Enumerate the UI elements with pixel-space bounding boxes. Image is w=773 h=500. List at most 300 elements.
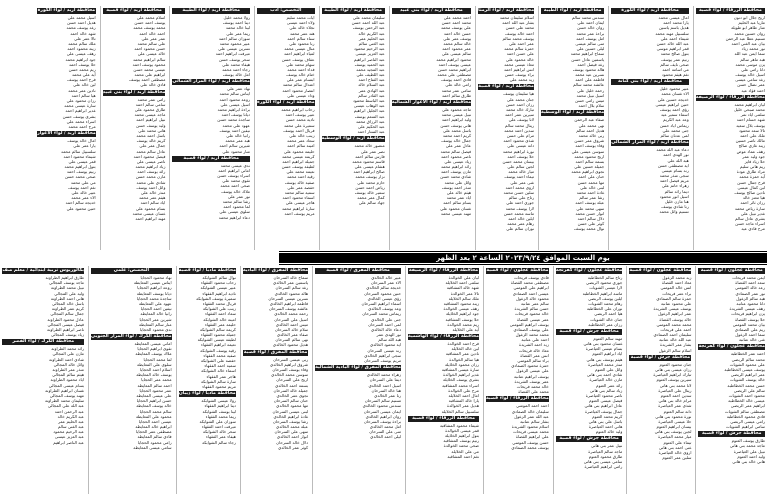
top-column [538,6,606,250]
name-entry: ريم علي الصمادي [734,326,765,332]
section-header: محافظة اربد / لواء قصبة [172,156,250,162]
name-entry: مي اسامة احمد [662,66,689,72]
name-entry: ضحى محمد حسن [64,174,96,180]
name-entry: نور عمر الصمادي [735,290,765,296]
name-entry: وفاء يوسف احمد [575,143,605,149]
name-entry: محمد محمد الزغول [515,332,549,338]
bottom-column [553,266,625,494]
name-entry: دلال سالم احمد [577,215,605,221]
name-entry: عهود علي المعايطة [138,300,172,306]
name-entry: رهام محمد الشويات [588,300,623,306]
name-entry: تيماء علي العتوم [663,439,692,445]
name-entry: مي علي الخلايلة [451,448,479,454]
section-header: محافظة جرش / لواء قصبة [698,431,765,437]
name-entry: رامي عمر محمد [137,96,166,102]
name-entry: وليد خالد العتوم [595,429,623,435]
name-entry: حليمة عمر الفقهاء [204,321,236,327]
name-entry: عمر عمر علي [141,35,166,41]
name-entry: ريم هاني سليم [739,164,765,170]
name-entry: سامي سالم احمد [135,101,166,107]
name-entry: رند عيسى السرحان [367,347,402,353]
name-entry: عبد الله خالد عنانبة [659,337,692,343]
name-entry: حنان علي احمد [578,174,605,180]
name-entry: ندى عيسى محمد [220,162,250,168]
name-entry: انوار حسن محمد [575,210,605,216]
name-entry: محمود علي المعايطة [135,413,172,419]
name-entry: صفاء عمر الخالدي [276,332,309,338]
name-entry: لطيفة يوسف حسن [281,164,315,170]
name-entry: اسيل خالد يوسف [735,72,765,78]
name-entry: عبد الرحيم محمود [354,46,385,52]
name-entry: سميرة يوسف الشوابكة [196,295,236,301]
name-entry: عائشة يوسف السرحان [268,306,309,312]
name-entry: خالد يوسف القضاة [659,316,692,322]
name-entry: سلمى احمد الخلايلة [445,280,479,286]
name-entry: براء سالم المومني [517,358,549,363]
name-entry: مرح فادي عيد [741,226,765,232]
name-entry: ابراهيم عمر الربضي [730,403,765,409]
name-entry: باسل خالد المجالي [52,300,84,306]
name-entry: هبة عمر محمد [225,138,250,144]
name-entry: ناصر عيسى علي [136,158,166,164]
name-entry: هالة محمود الخالدي [274,290,309,296]
name-entry: لمياء ابراهيم احمد [283,51,315,57]
name-entry: ماجد عيسى محمد [134,112,166,118]
name-entry: جنان محمود العتوم [659,361,692,367]
name-entry: بشرى عادل سالم [735,215,765,221]
name-entry: ملاك خالد يوسف [221,188,250,194]
name-entry: نسرين عيسى علي [218,46,250,52]
name-entry: فادي خالد علي [140,82,166,88]
name-entry: عبد المنعم يوسف [354,113,385,119]
name-entry: ميرفت ابراهيم احمد [215,51,250,57]
section-header: محافظة اربد / لواء الرمثا [478,8,535,13]
name-entry: ميس احمد الخالدي [275,321,309,327]
name-entry: فيصل عيسى العتوم [588,398,623,404]
name-entry: رهف عيسى الشريدة [729,306,765,312]
name-entry: حنان سالم السرحان [273,398,309,404]
name-entry: اسيل انور محمود [659,193,689,199]
name-entry: براء يوسف حسن [504,72,535,78]
name-entry: نادين صالح يوسف [734,190,765,195]
section-header: محافظة الزرقاء / لواء الرصيفة [408,268,479,273]
section-header: محافظة الزرقاء / لواء قصبة [485,396,549,402]
name-entry: بيان عبد الغني احمد [731,40,765,46]
name-entry: رغد سامي عيسى [735,77,765,83]
name-entry: مرح احمد محمد [68,123,96,129]
name-entry: زينة محمود احمد [67,46,96,52]
name-entry: ماجد محمود علي [442,107,472,112]
name-entry: وفاء يوسف السرحان [272,367,309,372]
name-entry: عفاف يوسف حسن [281,56,315,62]
name-entry: فداء احمد محمد [287,66,315,72]
name-entry: زياد ابراهيم محمد [135,164,166,170]
name-entry: رؤى عيسى الخالدي [367,295,402,301]
name-entry: وائل احمد يوسف [136,184,166,190]
name-entry: اماني عيسى المعايطة [134,341,172,347]
name-entry: سمية احمد الفقهاء [204,363,236,369]
name-entry: لارا عيسى الشويات [589,285,623,291]
name-entry: بسام محمود علي [135,205,166,211]
top-section [37,6,767,250]
name-entry: بسام عيسى المجالي [48,382,84,388]
name-entry: آية حمزة محمد [739,174,765,180]
name-entry: شيماء محمود المشاقبة [439,422,479,428]
name-entry: صفية محمد الفقهاء [203,352,236,358]
name-entry: شيرين سالم احمد [219,143,250,149]
bottom-column [240,266,310,494]
name-entry: لما محمد الحجايا [143,356,172,362]
name-entry: قمر ابراهيم موسى [656,46,689,52]
name-entry: طارق سالم احمد [441,92,472,98]
section-header: محافظة الزرقاء / لواء قصبة [696,8,765,14]
section-header: محافظة جرش / لواء قصبة [556,329,623,335]
name-entry: طارق يوسف العتوم [731,438,765,444]
name-entry: جميلة ابراهيم احمد [282,158,315,164]
name-entry: مهند عيسى محمد [440,210,472,216]
name-entry: عمر عيسى القضاة [517,316,549,322]
name-entry: شيماء محمود احمد [63,153,96,159]
name-entry: سعاد عمر محمد [287,138,315,144]
name-entry: وليد ابراهيم احمد [441,117,472,123]
name-entry: مريم محمود الفقهاء [202,383,236,389]
name-entry: رغد يوسف محمد [66,25,96,31]
name-entry: مي علي محمد [70,179,96,185]
name-entry: تقوى محمد علي [222,178,250,184]
name-entry: يوسف ابراهيم المومني [509,321,549,327]
name-entry: رعد خالد المومني [734,285,765,291]
name-entry: ريماس محمد السرحان [362,311,402,317]
top-column [389,6,473,250]
name-entry: محمد يوسف محمد [133,25,166,31]
section-header: محافظة اربد / لواء قصبة [478,84,534,90]
name-entry: محمد عيسى فريحات [513,429,549,435]
name-entry: ماجد سالم العياصرة [588,448,623,454]
name-entry: يارا عمر علي [73,143,96,149]
name-entry: زينب خالد علي [289,132,315,138]
name-entry: محمود يوسف احمد [132,61,166,67]
name-entry: علي عيسى المعايطة [136,392,172,398]
name-entry: جنى علي الخالدي [371,316,402,322]
name-entry: امينة سالم احمد [287,143,315,149]
name-entry: ياسمين عمر الخالدي [273,280,309,286]
name-entry: ديما علي السرحان [369,377,402,383]
name-entry: اية محمود الخالدي [369,342,402,348]
name-entry: عبد الغني سالم [57,424,84,430]
name-entry: غدير ابراهيم الخوالدة [443,372,479,378]
name-entry: هيفاء محمد علي [222,61,250,67]
top-column [100,6,168,250]
name-entry: تبارك ابراهيم العياصرة [653,372,692,378]
name-entry: ماسة ابراهيم الخطاطبة [582,290,623,296]
name-entry: باسل احمد محمد [136,132,166,138]
name-entry: تالا عمر علي [74,35,96,41]
name-entry: كوثر علي حسن [577,221,605,227]
name-entry: رائد محمد الطراونة [51,346,84,352]
name-entry: لمى عدنان سالم [660,132,689,138]
name-entry: سلوى عيسى علي [219,209,250,215]
name-entry: اسلام احمد الحجايا [139,367,172,372]
name-entry: سامي عيسى بني هاني [583,459,623,464]
name-entry: امينة خالد الشوابكة [203,316,236,322]
name-entry: رانيا خالد علي [226,132,250,138]
name-entry: مهند سالم العتوم [593,335,623,341]
name-entry: عمر يوسف الشريدة [514,378,549,384]
name-entry: عبد الله احمد حسن [351,20,385,26]
name-entry: رنا عمر الخالدي [374,392,402,398]
name-entry: سالم عمر عنانبة [521,300,549,306]
name-entry: منال عيسى محمد [284,46,315,52]
name-entry: رشا يوسف السرحان [272,418,309,424]
name-entry: عادل عمر علي [445,143,472,149]
name-entry: نزار يوسف محمد [355,174,385,180]
name-entry: تبارك خالد محمد [505,107,535,112]
name-entry: زينب علي الشوابكة [202,306,236,312]
name-entry: عبلة يوسف احمد [575,200,605,206]
name-entry: وداد عيسى علي [287,92,315,98]
name-entry: هنا خالد السرحان [371,387,402,393]
name-entry: ملك علي احمد [740,132,765,138]
name-entry: رائد ابراهيم محمد [440,164,472,170]
name-entry: جمال سالم المجالي [50,311,84,317]
name-entry: هاني احمد العياصرة [588,424,623,430]
name-entry: احمد خالد يوسف [505,30,535,36]
name-entry: سالم علي الربضي [733,387,765,393]
name-entry: عبد الجليل ابراهيم [353,108,385,114]
name-entry: نجوى عمر الخالدي [276,392,309,398]
name-entry: وائل علي العتوم [594,367,623,372]
section-header: محافظة عجلون / لواء قصبة [486,268,549,273]
name-entry: عهود علي محمد [222,122,250,128]
name-entry: شذى محمود احمد [503,138,535,144]
name-entry: سعد احمد القضاة [735,280,765,286]
name-entry: حنين ابراهيم عيسى [655,101,689,107]
section-header: محافظة الزرقاء / لواء قصبة [408,416,479,422]
name-entry: سيرين عمر احمد [505,112,535,118]
name-entry: حمزة سالم محمد [504,46,535,52]
name-entry: رجاء سالم الشوابكة [202,439,236,445]
top-column [35,6,98,250]
name-entry: اعتدال سالم محمد [282,82,315,88]
name-entry: انس عمر القضاة [520,352,549,358]
name-entry: تسنيم سالم السرحان [364,398,402,404]
name-entry: ميس رامي حسن [574,98,605,103]
name-entry: منذر عمر الطراونة [52,367,84,372]
name-entry: رزان عمر الخطاطبة [588,321,623,327]
name-entry: رائد يوسف احمد [137,169,166,175]
name-entry: رهف عماد عوض [736,148,765,154]
name-entry: احمد سالم المعايطة [137,382,172,388]
name-entry: رنيم يوسف المشاقبة [443,438,479,444]
name-entry: خالد عيسى علي [137,51,166,57]
name-entry: نهاد محمود الحجايا [140,275,172,280]
name-entry: هنا مازن خليل [664,199,689,204]
name-entry: انتصار محمود احمد [282,87,315,93]
name-entry: حفصة علي الشوابكة [200,358,236,363]
name-entry: سلين عمر العتوم [662,455,692,461]
name-entry: روان حسين محمد [734,30,765,36]
section-header: محافظة المفرق / لواء البادية [242,268,309,273]
name-entry: مالك ناصر حسين [735,138,765,144]
name-entry: احمد محمد علي [443,15,472,20]
name-entry: رقية احمد محمد [287,174,315,180]
name-entry: منى سالم عيسى [575,40,605,46]
name-entry: خديجة حسين علي [657,96,689,102]
name-entry: عبد الباسط محمود [352,98,385,103]
name-entry: احمد فؤاد عيد [741,87,765,93]
name-entry: سماح خالد السرحان [273,275,309,280]
name-entry: نبيل عمر بني هاني [590,443,623,449]
name-entry: هديل عمر الخوالدة [446,403,479,409]
name-entry: غدير ابراهيم احمد [65,108,96,114]
name-entry: محمد محمد المومني [656,321,692,327]
name-entry: محمود ابراهيم محمد [436,56,472,62]
name-entry: نوران سالم علي [506,226,535,232]
name-entry: سميرة علي محمد [283,122,315,128]
name-entry: بتول صالح محمد [660,51,689,57]
name-entry: حلا يوسف احمد [68,61,96,67]
section-header: محافظة الكرك / لواء القصر [2,339,84,345]
name-entry: عمر محمود الحجايا [139,387,172,393]
name-entry: سدين احمد العتوم [660,392,692,398]
section-header: محافظة الزرقاء / لواء الهاشمية [408,334,479,340]
name-entry: سليمان محمد الطراونة [44,398,84,404]
name-entry: غنى خالد عنانبة [738,337,765,343]
name-entry: هالة محمود يوسف [572,66,605,72]
name-entry: ايناس عيسى المعايطة [133,280,172,286]
name-entry: سلمى اياد نمر [740,112,765,118]
name-entry: عبد العزيز عيسى [54,434,84,440]
name-entry: هاني خالد بني هاني [732,459,765,464]
name-entry: جنان محمد علي [506,96,535,102]
name-entry: عبد العزيز عيسى [355,51,385,57]
name-entry: مراد طارق عودة [736,169,765,175]
section-header: محافظة اربد / لواء بني عبيد [102,89,166,95]
name-entry: ابراهيم علي محمد [134,72,166,78]
name-entry: عادل سالم محمد [136,148,166,154]
name-entry: رند بسام عيسى [661,167,689,173]
name-entry: خالد يوسف المعايطة [136,403,172,409]
name-entry: شادي احمد الطراونة [49,356,84,362]
name-entry: ابراهيم خالد المعايطة [135,424,172,430]
name-entry: بسمة احمد الخالدي [275,382,309,388]
name-entry: سجى منذر محمد [659,173,689,179]
name-entry: رحاب ابراهيم محمد [281,107,315,112]
name-entry: ماسة محمد حسن [503,210,535,216]
name-entry: سما احمد الزغول [735,332,765,338]
name-entry: اريج محمود محمد [574,153,605,159]
section-header: محافظة اربد / لواء الوسطية [321,136,385,142]
name-entry: لارا يوسف محمد [505,205,535,211]
name-entry: لجين سالم علي [507,164,535,170]
name-entry: بشار عمر الشريدة [660,342,692,348]
banner-top-rule [279,251,767,252]
name-entry: زهراء محمد الخالدي [366,372,402,378]
name-entry: هشام عيسى علي [354,164,385,170]
name-entry: كريم محمد العتوم [592,413,623,419]
name-entry: مرح علي الخوالدة [448,387,479,393]
name-entry: شروق ابراهيم الخالدي [269,361,309,367]
name-entry: وليد احمد العتوم [737,453,765,459]
name-entry: نسرين عيد محمد [575,72,605,78]
name-entry: ايلين خالد احمد [508,215,535,221]
name-entry: جمال يوسف العياصرة [585,408,623,414]
name-entry: احمد عمر الخطاطبة [730,351,765,357]
name-entry: نبيل عيسى محمد [441,112,472,118]
name-entry: سلسبيل سالم محمد [61,148,96,154]
name-entry: هبة الله سالم [378,337,402,343]
name-entry: فرح احمد الخوالدة [447,341,479,347]
name-entry: حنين محمود السرحان [364,290,402,296]
name-entry: غسان عيسى محمد [132,210,166,216]
name-entry: نهى سالم السرحان [275,337,309,343]
name-entry: رامي ابراهيم العياصرة [584,464,623,470]
name-entry: ليلى احمد الخالدي [370,434,402,440]
name-entry: فارس سالم احمد [355,153,385,159]
name-entry: منار محمود علي [222,148,250,154]
name-entry: ريما محمد الفقهاء [205,413,236,419]
name-entry: صفاء عبد الرحمن [574,117,605,123]
name-entry: رشا عمر سالم [579,195,605,201]
name-entry: علي حسن احمد [506,51,535,57]
name-entry: حلا يوسف المشاقبة [445,316,479,322]
name-entry: طارق محمود العتوم [588,453,623,459]
section-header: محافظة عجلون / لواء كفرنجة [555,268,623,273]
name-entry: زياد عيسى علي [444,158,472,164]
name-entry: سجى ابراهيم الخالدي [364,352,402,358]
newspaper-page [2,0,773,500]
section-header: محافظة المفرق / لواء البادية الشمالية [315,365,402,371]
name-entry: هيا معتز خالد [742,195,765,201]
name-entry: نغم احمد يوسف [68,184,96,190]
name-entry: زينة غازي صالح [738,143,765,149]
name-entry: جنان خالد الشويات [590,316,623,322]
name-entry: لمى احمد السرحان [368,321,402,327]
name-entry: سوزان سالم احمد [218,35,250,41]
name-entry: اسراء محمد علي [66,118,96,124]
name-entry: هاني احمد الطراونة [50,295,84,301]
name-entry: اسيل عيسى علي [220,101,250,107]
name-entry: عبد الله عمر الزغول [514,413,549,419]
name-entry: زينة محمود المشاقبة [443,300,479,306]
name-entry: ابراهيم علي المومني [513,285,549,291]
name-entry: حسن ابراهيم الحجايا [136,398,172,404]
name-entry: سارة رياض محمد [734,205,765,211]
name-entry: ريما عمر علي [226,30,250,36]
name-entry: امال خالد يوسف [67,138,96,144]
name-entry: عبد الحميد يوسف [354,61,385,67]
name-entry: براء عمر فريحات [662,290,692,296]
name-entry: كريم خالد يوسف [136,138,166,144]
name-entry: رنيم عمر يوسف [661,56,689,62]
name-entry: نيفين احمد الحجايا [140,306,172,312]
name-entry: امال عيسى محمد [658,15,689,20]
name-entry: يزن ابراهيم فريحات [731,311,765,317]
name-entry: هاجر عيسى علي [285,200,315,206]
name-entry: بيسان محمد حسن [502,158,535,164]
name-entry: سناء سالم احمد [287,35,315,41]
name-entry: رزان محمود علي [66,98,96,103]
name-entry: نورة ابراهيم محمد [502,148,535,154]
name-entry: براءة ابراهيم محمد [217,107,250,112]
name-entry: عبد الكريم خالد [57,413,84,419]
name-entry: مرام خالد بني هاني [658,398,692,404]
name-entry: نبيل ابراهيم احمد [136,117,166,123]
name-entry: لينا يوسف الشوابكة [202,408,236,414]
name-entry: جهاد سالم علي [358,200,385,206]
section-header: التخصص: علمي [91,268,172,274]
name-entry: اروى محمد احمد [505,184,535,190]
